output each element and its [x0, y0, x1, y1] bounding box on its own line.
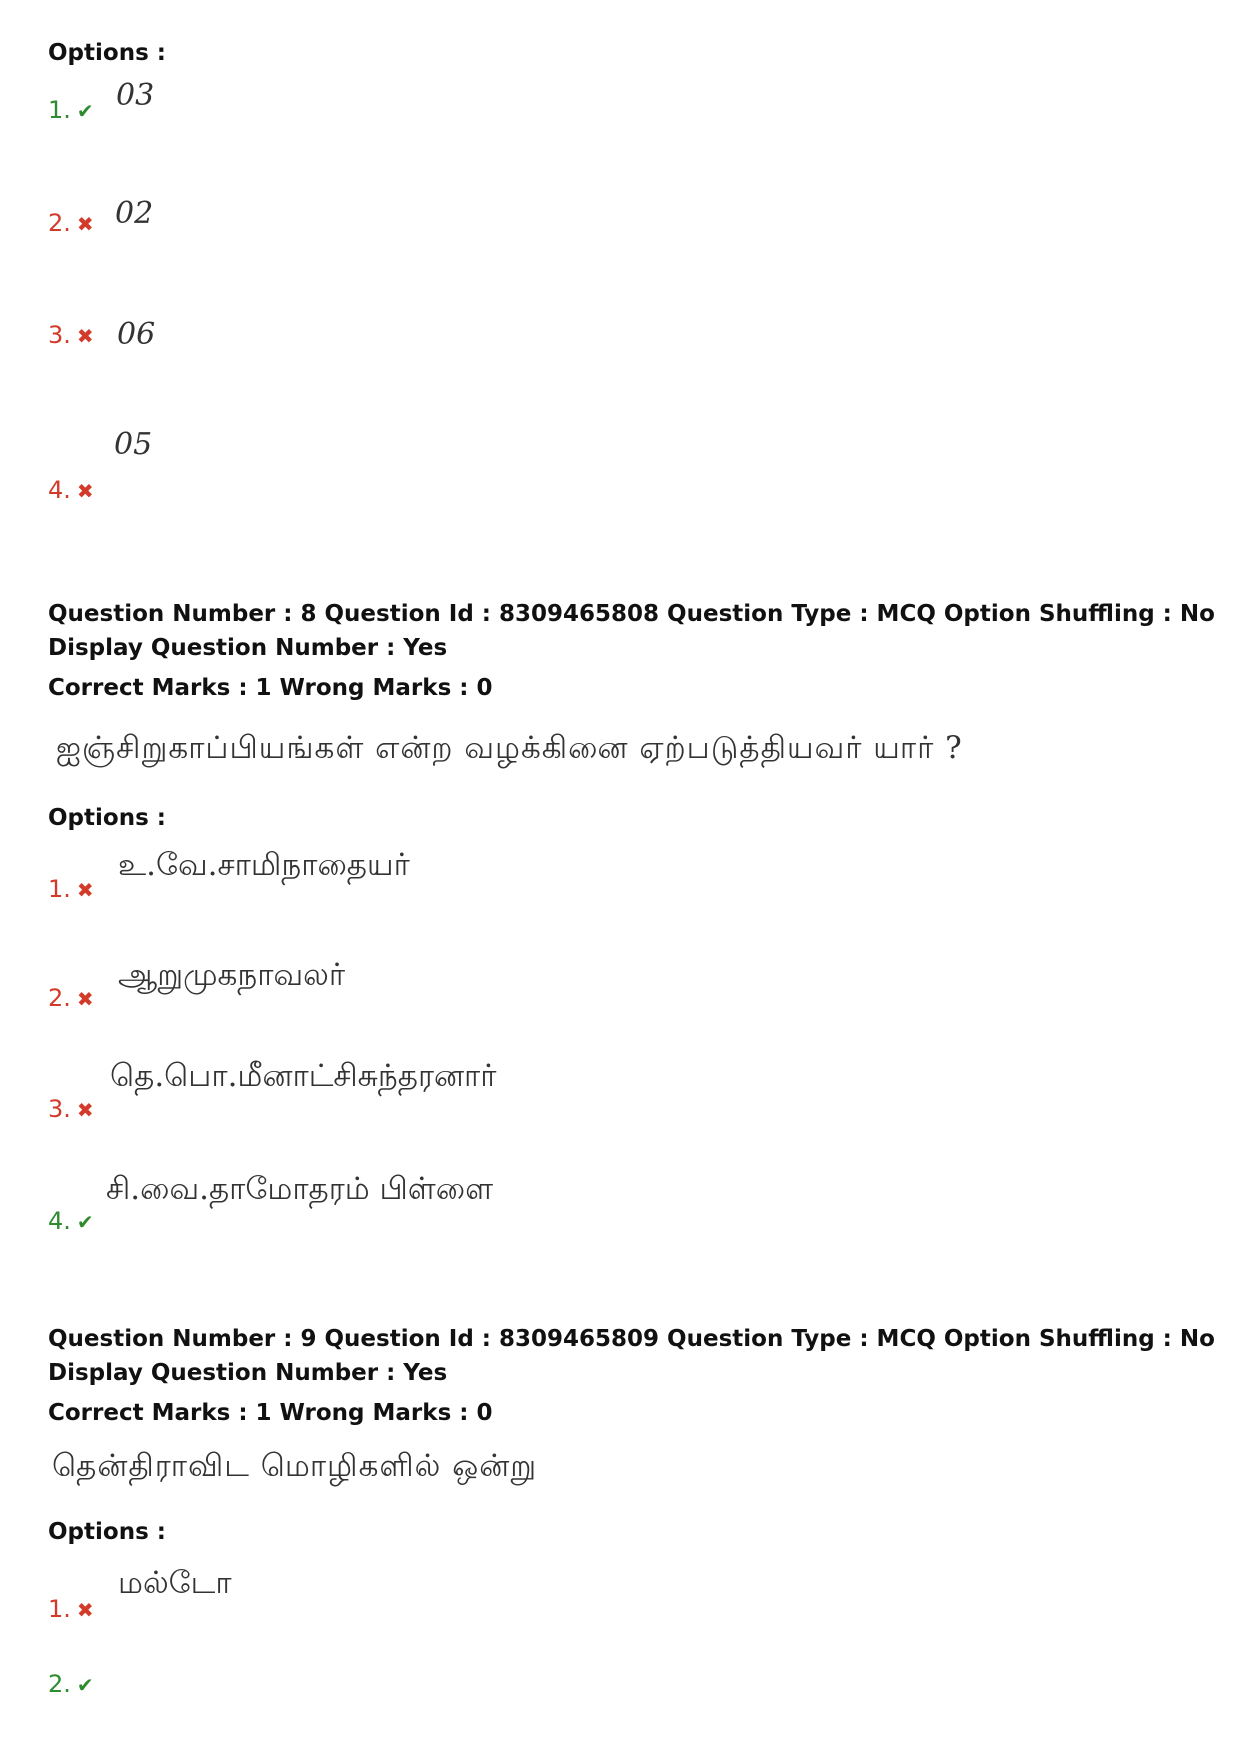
option-value: 02	[115, 196, 154, 231]
question-header-display: Display Question Number : Yes	[48, 635, 448, 661]
option-value: 06	[117, 317, 156, 352]
option-number: 2. ✖	[48, 209, 94, 237]
option-value: மல்டோ	[118, 1565, 232, 1601]
question-text: தென்திராவிட மொழிகளில் ஒன்று	[52, 1448, 538, 1484]
option-value: 03	[116, 78, 155, 113]
correct-check-icon: ✔	[76, 1673, 94, 1697]
question-header: Question Number : 8 Question Id : 8309465808 Question Type : MCQ Option Shuffling : No	[48, 601, 1215, 627]
question-header-display: Display Question Number : Yes	[48, 1360, 448, 1386]
correct-check-icon: ✔	[76, 99, 94, 123]
question-marks: Correct Marks : 1 Wrong Marks : 0	[48, 675, 493, 701]
wrong-cross-icon: ✖	[76, 878, 94, 902]
option-value: ஆறுமுகநாவலர்	[118, 957, 346, 993]
options-label: Options :	[48, 805, 166, 831]
option-value: 05	[114, 427, 153, 462]
option-number: 4. ✔	[48, 1207, 94, 1235]
question-header: Question Number : 9 Question Id : 8309465809 Question Type : MCQ Option Shuffling : No	[48, 1326, 1215, 1352]
option-number: 2. ✖	[48, 984, 94, 1012]
wrong-cross-icon: ✖	[76, 1098, 94, 1122]
options-label: Options :	[48, 40, 166, 66]
wrong-cross-icon: ✖	[76, 479, 94, 503]
option-number: 1. ✖	[48, 875, 94, 903]
option-value: சி.வை.தாமோதரம் பிள்ளை	[106, 1171, 494, 1207]
wrong-cross-icon: ✖	[76, 212, 94, 236]
option-number: 3. ✖	[48, 1095, 94, 1123]
wrong-cross-icon: ✖	[76, 987, 94, 1011]
option-value: உ.வே.சாமிநாதையர்	[118, 847, 410, 883]
option-number: 3. ✖	[48, 321, 94, 349]
option-number: 1. ✖	[48, 1595, 94, 1623]
correct-check-icon: ✔	[76, 1210, 94, 1234]
question-marks: Correct Marks : 1 Wrong Marks : 0	[48, 1400, 493, 1426]
option-number: 2. ✔	[48, 1670, 94, 1698]
question-text: ஐஞ்சிறுகாப்பியங்கள் என்ற வழக்கினை ஏற்படுத்தியவர் யார் ?	[56, 730, 963, 766]
option-number: 4. ✖	[48, 476, 94, 504]
option-number: 1. ✔	[48, 96, 94, 124]
option-value: தெ.பொ.மீனாட்சிசுந்தரனார்	[110, 1058, 497, 1094]
options-label: Options :	[48, 1519, 166, 1545]
wrong-cross-icon: ✖	[76, 324, 94, 348]
wrong-cross-icon: ✖	[76, 1598, 94, 1622]
